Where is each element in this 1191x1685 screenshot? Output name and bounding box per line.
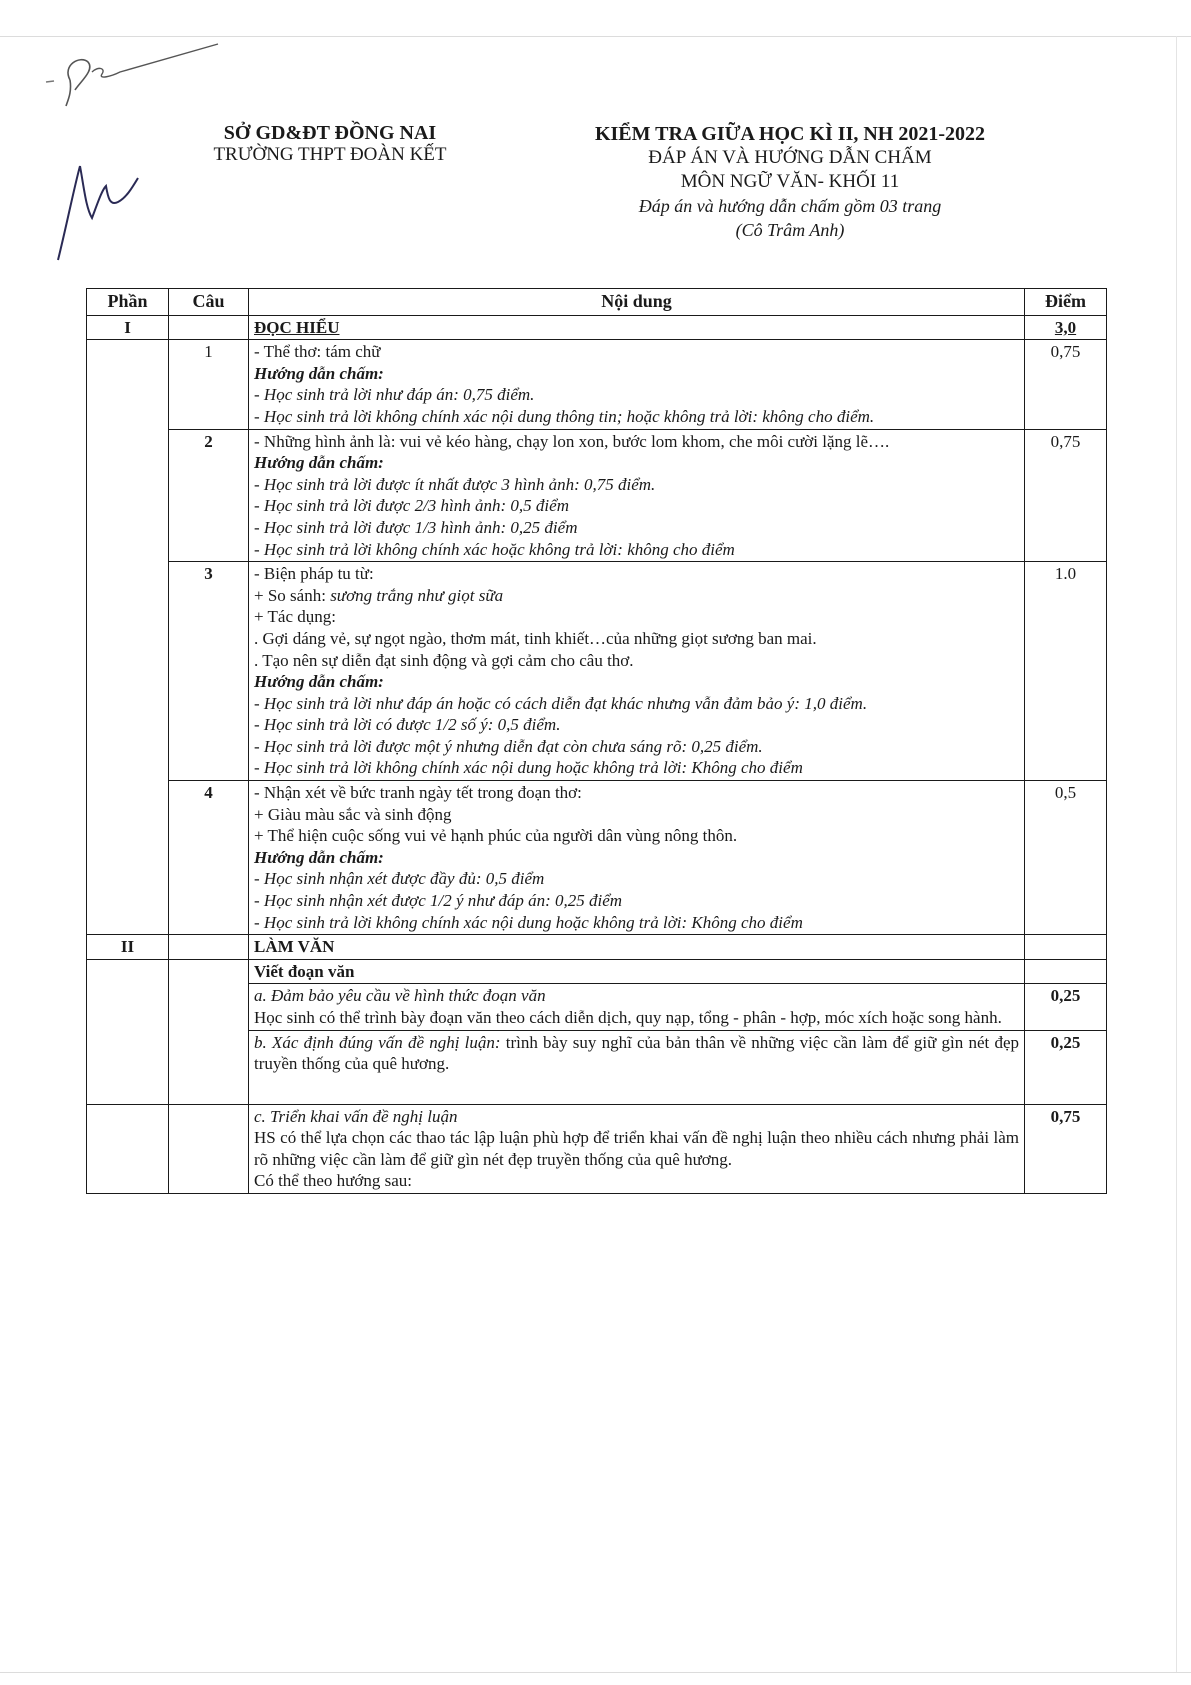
subsection-title: Viết đoạn văn: [254, 961, 355, 981]
criterion-c: c. Triển khai vấn đề nghị luận HS có thể lựa chọn các thao tác lập luận phù hợp để triển khai vấn đề nghị luận theo nhiều cách nhưng phải làm rõ những việc cần làm để giữ gìn nét đẹp truyền thống của quê hương. Có thể theo hướng sau:: [249, 1104, 1025, 1193]
page-top-edge: [0, 36, 1191, 37]
header-content: Nội dung: [249, 289, 1025, 316]
table-row: [87, 959, 1107, 984]
criterion-score: 0,75: [1025, 1104, 1107, 1193]
question-score: 1.0: [1025, 562, 1107, 781]
table-row: [87, 340, 1107, 429]
table-row: [87, 315, 1107, 340]
table-row: [87, 429, 1107, 562]
exam-title: KIỂM TRA GIỮA HỌC KÌ II, NH 2021-2022: [594, 123, 986, 145]
handwritten-signature: [40, 158, 150, 268]
header-part: Phần: [87, 289, 169, 316]
table-row: [87, 1104, 1107, 1193]
section-title: LÀM VĂN: [254, 937, 335, 957]
question-score: 0,75: [1025, 429, 1107, 562]
part-label: II: [87, 935, 169, 960]
question-number: 1: [169, 340, 249, 429]
subject-title: MÔN NGỮ VĂN- KHỐI 11: [680, 171, 900, 192]
table-row: [87, 935, 1107, 960]
criterion-b: b. Xác định đúng vấn đề nghị luận: trình bày suy nghĩ của bản thân về những việc cần làm để giữ gìn nét đẹp truyền thống của quê hương.: [249, 1030, 1025, 1104]
question-number: 2: [169, 429, 249, 562]
table-row: [87, 984, 1107, 1030]
table-row: [87, 781, 1107, 935]
criterion-score: 0,25: [1025, 984, 1107, 1030]
school-name: TRƯỜNG THPT ĐOÀN KẾT: [213, 144, 447, 165]
part-label: I: [87, 315, 169, 340]
grading-table: [86, 288, 1107, 1194]
question-content: - Thể thơ: tám chữ Hướng dẫn chấm: - Học sinh trả lời như đáp án: 0,75 điểm. - Học sinh trả lời không chính xác nội dung thông tin; hoặc không trả lời: không cho điểm.: [249, 340, 1025, 429]
question-number: 3: [169, 562, 249, 781]
exam-header: [530, 122, 1050, 242]
header-score: Điểm: [1025, 289, 1107, 316]
author-note: (Cô Trâm Anh): [735, 220, 845, 240]
criterion-score: 0,25: [1025, 1030, 1107, 1104]
question-content: - Biện pháp tu từ: + So sánh: sương trắng như giọt sữa + Tác dụng: . Gợi dáng vẻ, sự ngọt ngào, thơm mát, tinh khiết…của những giọt sương ban mai. . Tạo nên sự diễn đạt sinh động và gợi cảm cho câu thơ. Hướng dẫn chấm: - Học sinh trả lời như đáp án hoặc có cách diễn đạt khác nhưng vẫn đảm bảo ý: 1,0 điểm. - Học sinh trả lời có được 1/2 số ý: 0,5 điểm. - Học sinh trả lời được một ý nhưng diễn đạt còn chưa sáng rõ: 0,25 điểm. - Học sinh trả lời không chính xác nội dung hoặc không trả lời: Không cho điểm: [249, 562, 1025, 781]
department-name: SỞ GD&ĐT ĐỒNG NAI: [223, 122, 437, 144]
page-right-edge: [1176, 36, 1177, 1672]
criterion-a: a. Đảm bảo yêu cầu về hình thức đoạn văn Học sinh có thể trình bày đoạn văn theo cách diễn dịch, quy nạp, tổng - phân - hợp, móc xích hoặc song hành.: [249, 984, 1025, 1030]
table-row: [87, 1030, 1107, 1104]
answer-key-title: ĐÁP ÁN VÀ HƯỚNG DẪN CHẤM: [648, 147, 932, 168]
header-question: Câu: [169, 289, 249, 316]
section-score: 3,0: [1025, 315, 1107, 340]
table-row: [87, 562, 1107, 781]
question-content: - Những hình ảnh là: vui vẻ kéo hàng, chạy lon xon, bước lom khom, che môi cười lặng lẽ…. Hướng dẫn chấm: - Học sinh trả lời được ít nhất được 3 hình ảnh: 0,75 điểm. - Học sinh trả lời được 2/3 hình ảnh: 0,5 điểm - Học sinh trả lời được 1/3 hình ảnh: 0,25 điểm - Học sinh trả lời không chính xác hoặc không trả lời: không cho điểm: [249, 429, 1025, 562]
question-content: - Nhận xét về bức tranh ngày tết trong đoạn thơ: + Giàu màu sắc và sinh động + Thể hiện cuộc sống vui vẻ hạnh phúc của người dân vùng nông thôn. Hướng dẫn chấm: - Học sinh nhận xét được đầy đủ: 0,5 điểm - Học sinh nhận xét được 1/2 ý như đáp án: 0,25 điểm - Học sinh trả lời không chính xác nội dung hoặc không trả lời: Không cho điểm: [249, 781, 1025, 935]
page-bottom-edge: [0, 1672, 1191, 1673]
school-header: [160, 122, 500, 166]
section-title: ĐỌC HIỂU: [254, 317, 340, 337]
table-header-row: [87, 289, 1107, 316]
page-count-note: Đáp án và hướng dẫn chấm gồm 03 trang: [638, 196, 942, 216]
question-number: 4: [169, 781, 249, 935]
question-score: 0,75: [1025, 340, 1107, 429]
handwritten-initial-signature: [40, 40, 220, 110]
question-score: 0,5: [1025, 781, 1107, 935]
